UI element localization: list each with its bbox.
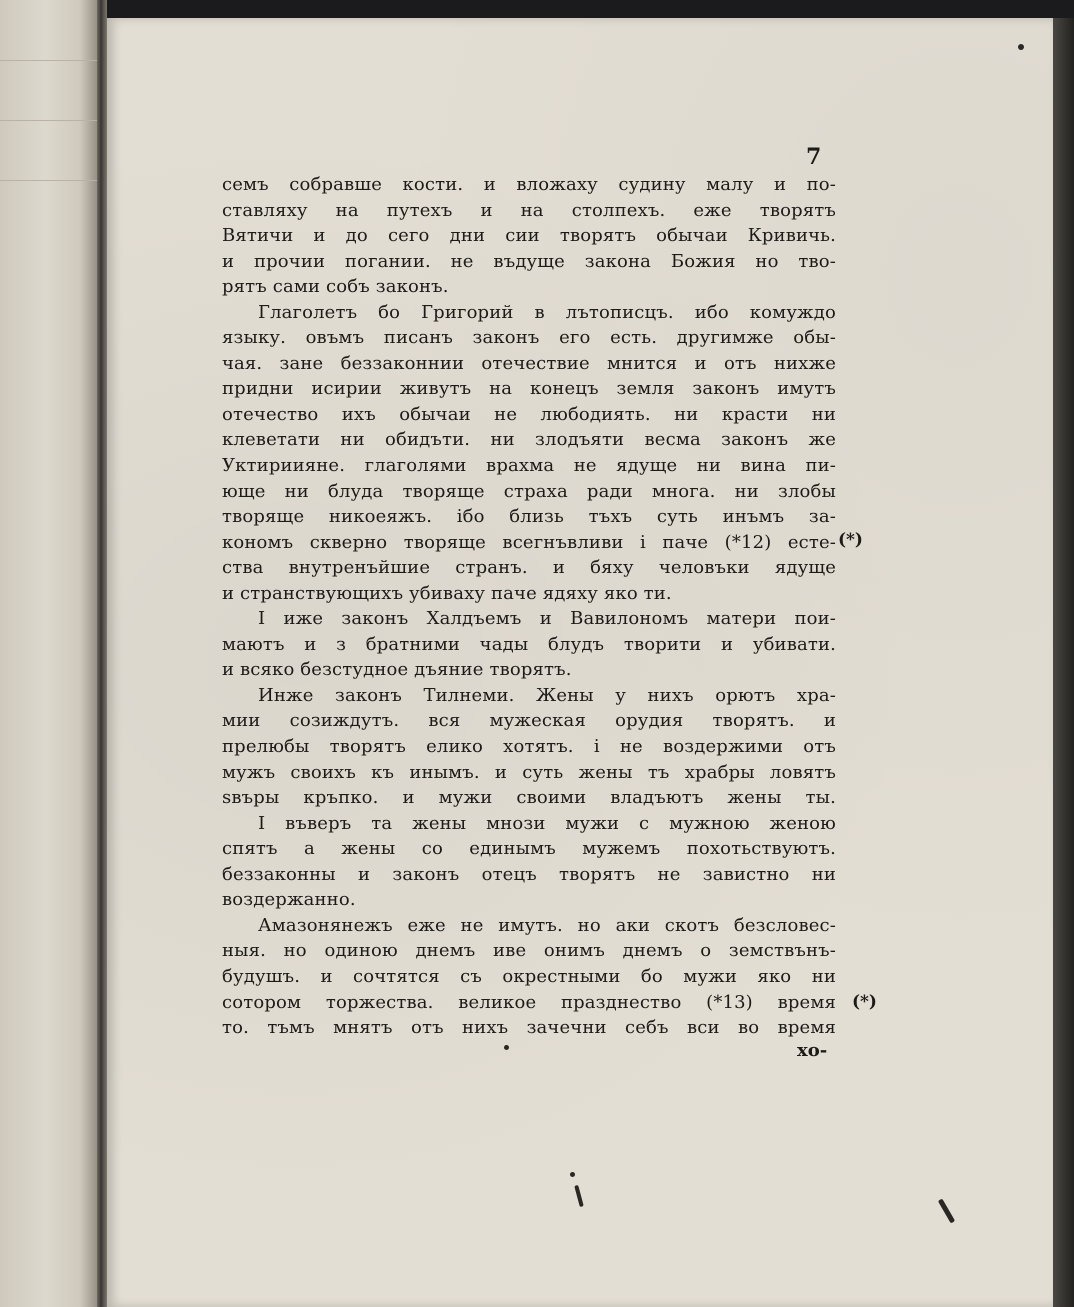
text-line: семъ собравше кости. и вложаху судину малу и по- [222,174,836,195]
ink-dot [570,1172,575,1177]
text-line: отечество ихъ обычаи не любодиять. ни красти ни [222,403,836,425]
text-line: sвъры кръпко. и мужи своими владъютъ жены ты. [222,787,836,809]
background-right [1053,18,1074,1307]
text-line: маютъ и з братними чады блудъ творити и убивати. [222,633,836,655]
book-gutter [97,0,107,1307]
marginal-note: (*) [838,530,863,550]
text-line: I въверъ та жены мнози мужи с мужною женою [258,812,836,834]
text-line: кономъ скверно творяще всегнъвливи i паче (*12) есте- [222,531,836,553]
ink-dot [1018,44,1024,50]
text-line: прелюбы творятъ елико хотятъ. i не воздержими отъ [222,736,836,758]
text-line: I иже законъ Халдъемъ и Вавилономъ матери пои- [258,608,836,630]
text-line: юще ни блуда творяще страха ради многа. ни злобы [222,480,836,502]
text-line: и прочии погании. не въдуще закона Божия но тво- [222,250,836,272]
text-line: творяще никоеяжъ. iбо близь тъхъ суть инъмъ за- [222,506,836,528]
text-line: то. тъмъ мнятъ отъ нихъ зачечни себъ вси во время [222,1017,836,1039]
text-line: Глаголетъ бо Григорий в лътописцъ. ибо комуждо [258,301,836,323]
text-line: будушъ. и сочтятся съ окрестными бо мужи яко ни [222,965,836,987]
ink-dot [504,1045,509,1050]
text-line: ныя. но одиною днемъ иве онимъ днемъ о земствънъ- [222,940,836,962]
text-line: Уктириияне. глаголями врахма не ядуще ни вина пи- [222,455,836,477]
text-line: мужъ своихъ къ инымъ. и суть жены тъ храбры ловятъ [222,761,836,783]
text-line: ства внутренъйшие странъ. и бяху человъки ядуще [222,557,836,579]
left-page-edge [0,0,100,1307]
text-line: рятъ сами собъ законъ. [222,276,449,298]
text-line: языку. овъмъ писанъ законъ его есть. другимже обы- [222,327,836,349]
text-line: клеветати ни обидъти. ни злодъяти весма законъ же [222,429,836,451]
page-text [222,172,836,1041]
background-top [107,0,1074,18]
text-line: Инже законъ Тилнеми. Жены у нихъ орютъ хра- [258,684,836,706]
page-number: 7 [806,144,822,170]
text-line: придни исирии живутъ на конецъ земля законъ имутъ [222,378,836,400]
text-line: Вятичи и до сего дни сии творятъ обычаи Кривичь. [222,225,836,247]
text-line: беззаконны и законъ отецъ творятъ не завистно ни [222,863,836,885]
text-line: и странствующихъ убиваху паче ядяху яко ти. [222,582,672,604]
text-line: Амазонянежъ еже не имутъ. но аки скотъ безсловес- [258,914,836,936]
text-line: мии созиждутъ. вся мужеская орудия творятъ. и [222,710,836,732]
text-line: сотором торжества. великое празднество (*13) время [222,991,836,1013]
text-line: чая. зане беззаконнии отечествие мнится и отъ нихже [222,352,836,374]
text-line: спятъ а жены со единымъ мужемъ похотьствуютъ. [222,838,836,860]
catchword: хо- [797,1040,828,1061]
text-line: ставляху на путехъ и на столпехъ. еже творятъ [222,199,836,221]
marginal-note: (*) [852,992,877,1012]
text-line: и всяко безстудное дъяние творятъ. [222,659,572,681]
text-line: воздержанно. [222,889,356,911]
